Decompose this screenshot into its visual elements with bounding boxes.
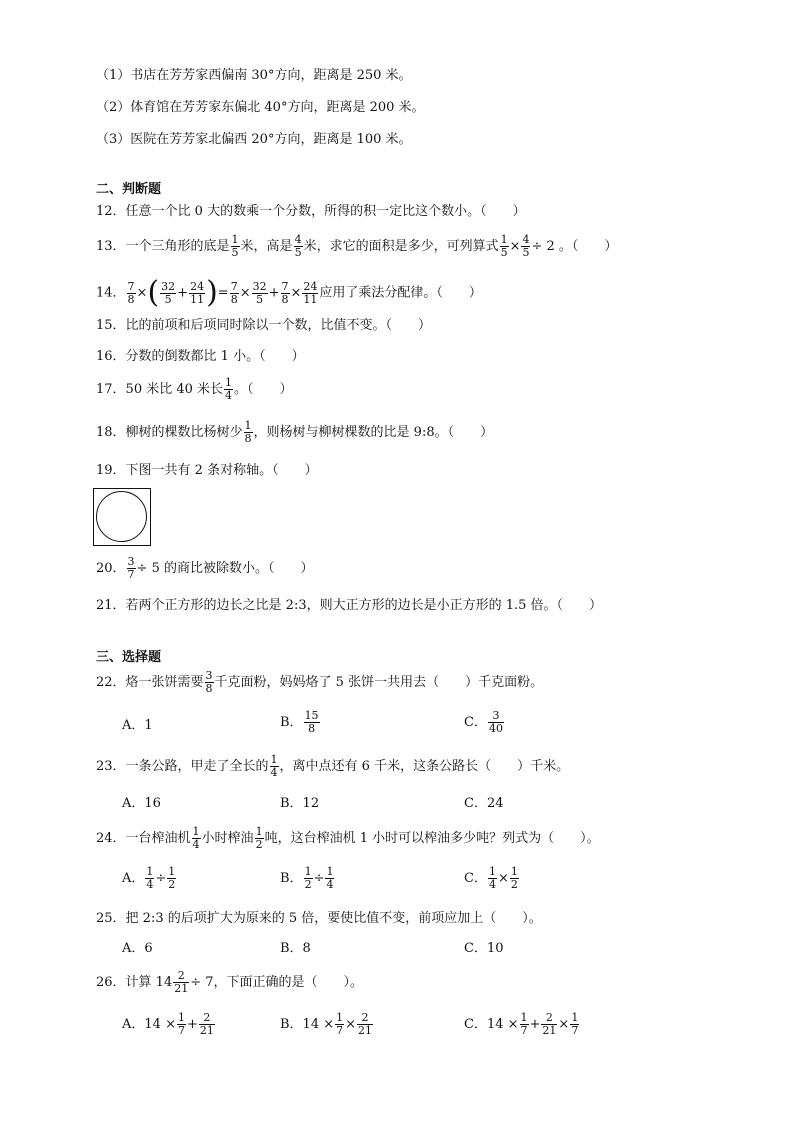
question-20: 20． $\frac{3}{7}$ ÷ 5 的商比被除数小。（ ） [96, 555, 314, 581]
question-13: 13．一个三角形的底是 $\frac{1}{5}$ 米，高是 $\frac{4}{5}$ 米，求它的面积是多少，可列算式 $\frac{1}{5}$ × $\frac{4}{5}$ ÷ 2 。（ ） [96, 233, 618, 259]
fraction: $\frac{1}{4}$ [192, 825, 200, 851]
option-c[interactable]: C． $\frac{3}{40}$ [464, 709, 503, 735]
direction-item-3: （3）医院在芳芳家北偏西 20°方向，距离是 100 米。 [96, 132, 412, 147]
question-26: 26．计算 14 $\frac{2}{21}$ ÷ 7，下面正确的是（ ）。 [96, 969, 364, 995]
direction-item-1: （1）书店在芳芳家西偏南 30°方向，距离是 250 米。 [96, 68, 412, 83]
option-a[interactable]: A．6 [122, 941, 153, 956]
inscribed-circle [96, 491, 147, 542]
question-19: 19．下图一共有 2 条对称轴。（ ） [96, 463, 318, 478]
fraction: $\frac{2}{21}$ [199, 1011, 214, 1037]
fraction: $\frac{1}{7}$ [336, 1011, 344, 1037]
fraction: $\frac{7}{8}$ [127, 279, 135, 306]
option-b[interactable]: B． $\frac{1}{2}$ ÷ $\frac{1}{4}$ [280, 865, 334, 891]
option-c[interactable]: C．24 [464, 796, 504, 811]
question-21: 21．若两个正方形的边长之比是 2:3，则大正方形的边长是小正方形的 1.5 倍。（ ） [96, 598, 603, 613]
fraction: $\frac{1}{7}$ [520, 1011, 528, 1037]
question-16: 16．分数的倒数都比 1 小。（ ） [96, 349, 305, 364]
option-a[interactable]: A．14 × $\frac{1}{7}$ + $\frac{2}{21}$ [122, 1011, 214, 1037]
fraction: $\frac{1}{5}$ [231, 233, 239, 259]
fraction: $\frac{15}{8}$ [304, 709, 319, 735]
fraction: $\frac{2}{21}$ [542, 1011, 557, 1037]
question-23: 23．一条公路，甲走了全长的 $\frac{1}{4}$ ，离中点还有 6 千米，这条公路长（ ）千米。 [96, 753, 570, 779]
question-22: 22．烙一张饼需要 $\frac{3}{8}$ 千克面粉，妈妈烙了 5 张饼一共用去（ ）千克面粉。 [96, 669, 544, 695]
option-b[interactable]: B．8 [280, 941, 311, 956]
question-15: 15．比的前项和后项同时除以一个数，比值不变。（ ） [96, 318, 432, 333]
direction-item-2: （2）体育馆在芳芳家东偏北 40°方向，距离是 200 米。 [96, 100, 425, 115]
fraction: $\frac{1}{2}$ [304, 865, 312, 891]
fraction: $\frac{2}{21}$ [358, 1011, 373, 1037]
option-a[interactable]: A．1 [122, 718, 153, 733]
option-c[interactable]: C．10 [464, 941, 504, 956]
option-b[interactable]: B．14 × $\frac{1}{7}$ × $\frac{2}{21}$ [280, 1011, 373, 1037]
fraction: $\frac{1}{4}$ [326, 865, 334, 891]
fraction: $\frac{3}{8}$ [205, 669, 213, 695]
fraction: $\frac{1}{4}$ [225, 376, 233, 402]
question-12: 12．任意一个比 0 大的数乘一个分数，所得的积一定比这个数小。（ ） [96, 204, 526, 219]
fraction: $\frac{4}{5}$ [294, 233, 302, 259]
option-a[interactable]: A． $\frac{1}{4}$ ÷ $\frac{1}{2}$ [122, 865, 176, 891]
option-b[interactable]: B． $\frac{15}{8}$ [280, 709, 319, 735]
fraction: $\frac{1}{7}$ [177, 1011, 185, 1037]
option-c[interactable]: C． $\frac{1}{4}$ × $\frac{1}{2}$ [464, 865, 518, 891]
fraction: $\frac{1}{4}$ [488, 865, 496, 891]
fraction: $\frac{1}{7}$ [571, 1011, 579, 1037]
question-17: 17．50 米比 40 米长 $\frac{1}{4}$ 。（ ） [96, 376, 293, 402]
question-25: 25．把 2:3 的后项扩大为原来的 5 倍，要使比值不变，前项应加上（ ）。 [96, 911, 542, 926]
question-24: 24．一台榨油机 $\frac{1}{4}$ 小时榨油 $\frac{1}{2}$ 吨，这台榨油机 1 小时可以榨油多少吨？列式为（ ）。 [96, 825, 600, 851]
fraction: $\frac{1}{5}$ [500, 233, 508, 259]
fraction: $\frac{1}{4}$ [270, 753, 278, 779]
square-with-circle-figure [93, 488, 151, 546]
fraction: $\frac{24}{11}$ [190, 279, 205, 306]
fraction: $\frac{2}{21}$ [174, 969, 189, 995]
fraction: $\frac{7}{8}$ [230, 279, 238, 306]
option-a[interactable]: A．16 [122, 796, 161, 811]
fraction: $\frac{7}{8}$ [281, 279, 289, 306]
fraction: $\frac{1}{2}$ [510, 865, 518, 891]
fraction: $\frac{1}{4}$ [146, 865, 154, 891]
question-18: 18．柳树的棵数比杨树少 $\frac{1}{8}$ ，则杨树与柳树棵数的比是 9:8。（ ） [96, 419, 494, 445]
fraction: $\frac{32}{5}$ [161, 279, 176, 306]
section-title-judgement: 二、判断题 [96, 182, 162, 197]
fraction: $\frac{32}{5}$ [252, 279, 267, 306]
option-c[interactable]: C．14 × $\frac{1}{7}$ + $\frac{2}{21}$ × $\frac{1}{7}$ [464, 1011, 579, 1037]
fraction: $\frac{1}{8}$ [244, 419, 252, 445]
fraction: $\frac{3}{7}$ [127, 555, 135, 581]
question-14: 14． $\frac{7}{8}$ ×( $\frac{32}{5}$ + $\frac{24}{11}$ )= $\frac{7}{8}$ × $\frac{32}{5}$ + $\frac{7}{8}$ × $\frac{24}{11}$ 应用了乘法分配律。（ ） [96, 275, 482, 310]
fraction: $\frac{4}{5}$ [522, 233, 530, 259]
option-b[interactable]: B．12 [280, 796, 320, 811]
fraction: $\frac{1}{2}$ [168, 865, 176, 891]
section-title-choice: 三、选择题 [96, 650, 162, 665]
fraction: $\frac{1}{2}$ [255, 825, 263, 851]
fraction: $\frac{3}{40}$ [488, 709, 503, 735]
fraction: $\frac{24}{11}$ [303, 279, 318, 306]
